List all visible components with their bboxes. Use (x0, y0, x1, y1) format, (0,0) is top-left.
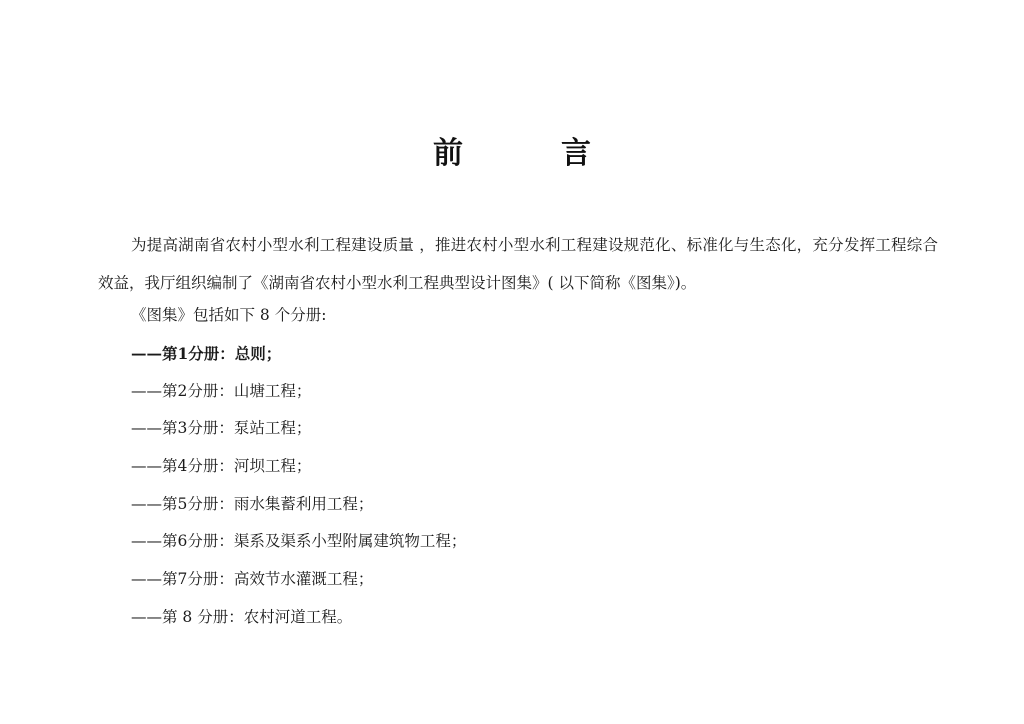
volume-item-6: ——第6分册：渠系及渠系小型附属建筑物工程； (131, 532, 467, 551)
volume-list (131, 335, 466, 637)
intro-paragraph: 为提高湖南省农村小型水利工程建设质量 ，推进农村小型水利工程建设规范化、标准化与生态化，充分发挥工程综合效益，我厅组织编制了《湖南省农村小型水利工程典型设计图集》( 以下简称《图集》)。 (98, 236, 938, 292)
volume-item-1: ——第1分册：总则； (131, 344, 282, 363)
volume-item-5: ——第5分册：雨水集蓄利用工程； (131, 494, 374, 513)
volume-item-2: ——第2分册：山塘工程； (131, 381, 312, 400)
volume-item-3: ——第3分册：泵站工程； (131, 419, 312, 438)
volume-item-7: ——第7分册：高效节水灌溉工程； (131, 570, 374, 589)
volume-item-8: ——第 8 分册：农村河道工程。 (131, 607, 353, 626)
volume-item-4: ——第4分册：河坝工程； (131, 457, 312, 476)
page-title: 前 言 (433, 136, 625, 171)
volume-list-intro: 《图集》包括如下 8 个分册: (131, 306, 327, 324)
